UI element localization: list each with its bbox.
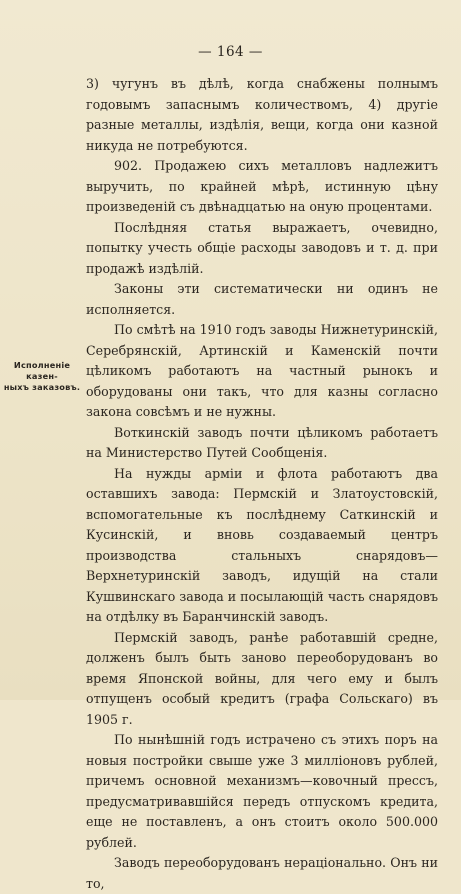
paragraph: 902. Продажею сихъ металловъ надлежитъ выручить, по крайней мѣрѣ, истинную цѣну произведеній съ двѣнадцатью на оную процентами. bbox=[86, 158, 438, 214]
paragraph: На нужды арміи и флота работаютъ два оставшихъ завода: Пермскій и Златоустовскій, вспомогательные къ послѣднему Саткинскій и Кусинскій, и вновь создаваемый центръ производства стальныхъ снарядовъ—Верхнетуринскій заводъ, идущій на стали Кушвинскаго завода и посылающій часть снарядовъ на отдѣлку въ Баранчинскій заводъ. bbox=[86, 465, 438, 624]
margin-note-line: ныхъ заказовъ. bbox=[3, 382, 81, 392]
paragraph: Законы эти систематически ни одинъ не исполняется. bbox=[86, 281, 438, 317]
margin-note bbox=[2, 360, 82, 393]
body-text bbox=[86, 74, 438, 894]
paragraph: Пермскій заводъ, ранѣе работавшій средне, долженъ былъ быть заново переоборудованъ во время Японской войны, для чего ему и былъ отпущенъ особый кредитъ (графа Сольскаго) въ 1905 г. bbox=[86, 629, 438, 727]
margin-note-line: Исполненіе казен- bbox=[13, 360, 71, 381]
paragraph: 3) чугунъ въ дѣлѣ, когда снабжены полнымъ годовымъ запаснымъ количествомъ, 4) другіе разные металлы, издѣлія, вещи, когда они казной никуда не потребуются. bbox=[86, 76, 438, 153]
paragraph: Воткинскій заводъ почти цѣликомъ работаетъ на Министерство Путей Сообщенія. bbox=[86, 424, 438, 460]
page-number: — 164 — bbox=[198, 44, 263, 60]
paragraph: По нынѣшній годъ истрачено съ этихъ поръ на новыя постройки свыше уже 3 милліоновъ рублей, причемъ основной механизмъ—ковочный прессъ, предусматривавшійся передъ отпускомъ кредита, еще не поставленъ, а онъ стоитъ около 500.000 рублей. bbox=[86, 732, 438, 850]
paragraph: По смѣтѣ на 1910 годъ заводы Нижнетуринскій, Серебрянскій, Артинскій и Каменскій почти цѣликомъ работаютъ на частный рынокъ и оборудованы они такъ, что для казны согласно закона совсѣмъ и не нужны. bbox=[86, 322, 438, 419]
paragraph: Послѣдняя статья выражаетъ, очевидно, попытку учесть общіе расходы заводовъ и т. д. при продажѣ издѣлій. bbox=[86, 219, 438, 276]
paragraph: Заводъ переоборудованъ нераціонально. Онъ ни то, bbox=[86, 855, 438, 891]
